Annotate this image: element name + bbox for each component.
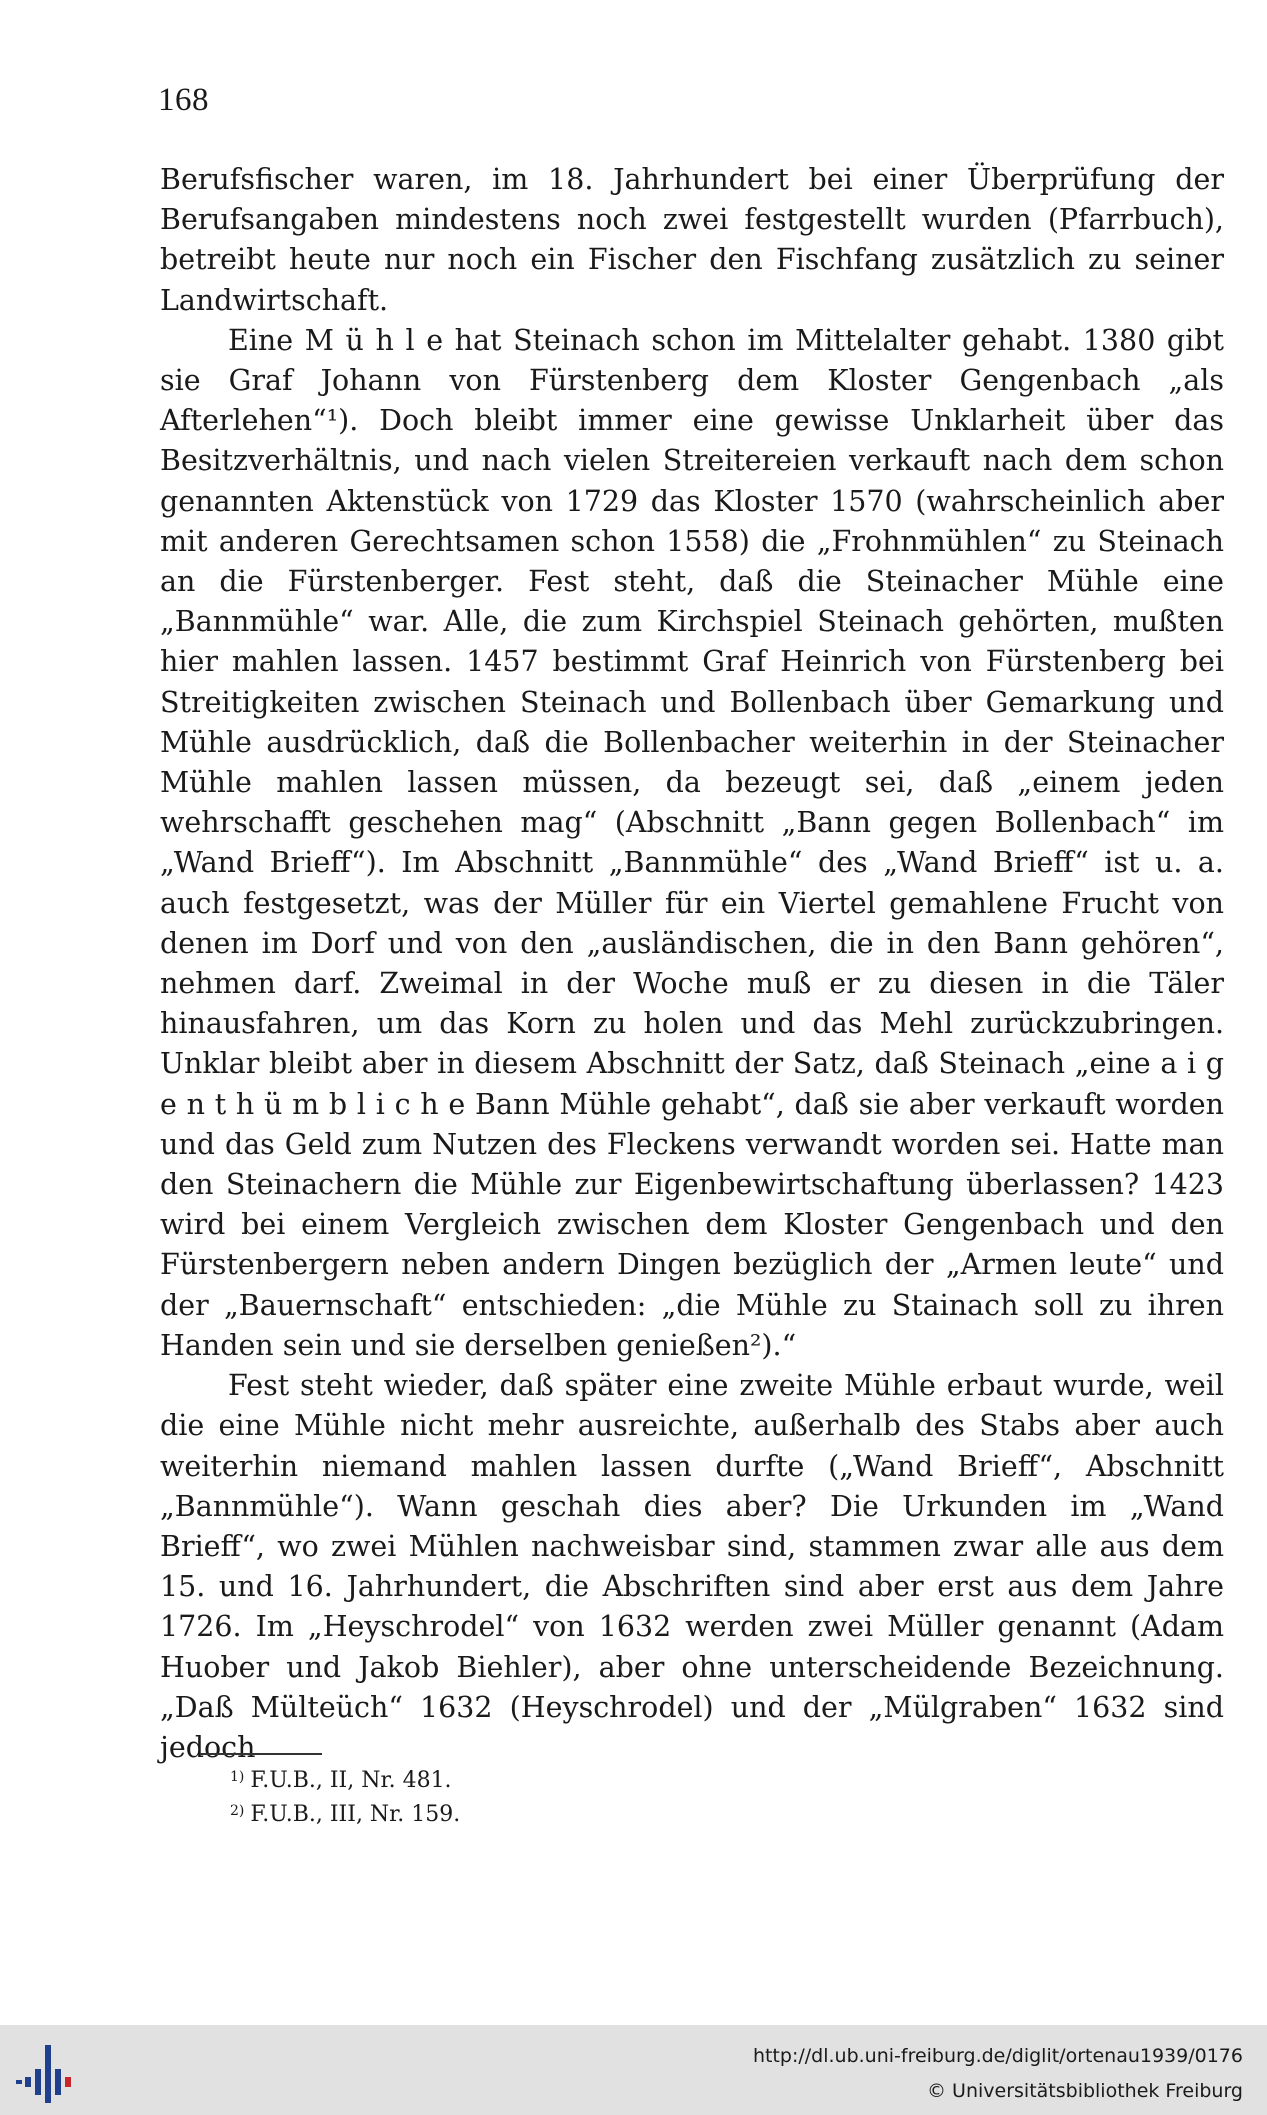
footnote-mark: 1) xyxy=(230,1769,245,1785)
copyright-notice: © Universitätsbibliothek Freiburg xyxy=(927,2080,1243,2102)
footnote-divider xyxy=(200,1753,322,1755)
permalink-url[interactable]: http://dl.ub.uni-freiburg.de/diglit/ortenau1939/0176 xyxy=(752,2045,1243,2067)
footnote-1 xyxy=(230,1762,460,1796)
footnote-2 xyxy=(230,1796,460,1830)
paragraph-1: Berufsfischer waren, im 18. Jahrhundert bei einer Überprüfung der Berufsangaben mindestens noch zwei festgestellt wurden (Pfarrbuch), betreibt heute nur noch ein Fischer den Fischfang zusätzlich zu seiner Landwirtschaft. xyxy=(160,163,1224,317)
page-number: 168 xyxy=(158,82,209,118)
footnote-text: F.U.B., II, Nr. 481. xyxy=(250,1768,452,1793)
body-text xyxy=(160,160,1224,1768)
paragraph-3: Fest steht wieder, daß später eine zweite Mühle erbaut wurde, weil die eine Mühle nicht mehr ausreichte, außerhalb des Stabs aber auch weiterhin niemand mahlen lassen durfte („Wand Brieff“, Abschnitt „Bannmühle“). Wann geschah dies aber? Die Urkunden im „Wand Brieff“, wo zwei Mühlen nachweisbar sind, stammen zwar alle aus dem 15. und 16. Jahrhundert, die Abschriften sind aber erst aus dem Jahre 1726. Im „Heyschrodel“ von 1632 werden zwei Müller genannt (Adam Huober und Jakob Biehler), aber ohne unterscheidende Bezeichnung. „Daß Mülteüch“ 1632 (Heyschrodel) und der „Mülgraben“ 1632 sind jedoch xyxy=(160,1369,1224,1764)
footnote-text: F.U.B., III, Nr. 159. xyxy=(250,1802,461,1827)
footnotes xyxy=(230,1762,460,1830)
paragraph-2: Eine M ü h l e hat Steinach schon im Mittelalter gehabt. 1380 gibt sie Graf Johann von Fürstenberg dem Kloster Gengenbach „als Afterlehen“¹). Doch bleibt immer eine gewisse Unklarheit über das Besitzverhältnis, und nach vielen Streitereien verkauft nach dem schon genannten Aktenstück von 1729 das Kloster 1570 (wahrscheinlich aber mit anderen Gerechtsamen schon 1558) die „Frohnmühlen“ zu Steinach an die Fürstenberger. Fest steht, daß die Steinacher Mühle eine „Bannmühle“ war. Alle, die zum Kirchspiel Steinach gehörten, mußten hier mahlen lassen. 1457 bestimmt Graf Heinrich von Fürstenberg bei Streitigkeiten zwischen Steinach und Bollenbach über Gemarkung und Mühle ausdrücklich, daß die Bollenbacher weiterhin in der Steinacher Mühle mahlen lassen müssen, da bezeugt sei, daß „einem jeden wehrschafft geschehen mag“ (Abschnitt „Bann gegen Bollenbach“ im „Wand Brieff“). Im Abschnitt „Bannmühle“ des „Wand Brieff“ ist u. a. auch festgesetzt, was der Müller für ein Viertel gemahlene Frucht von denen im Dorf und von den „ausländischen, die in den Bann gehören“, nehmen darf. Zweimal in der Woche muß er zu diesen in die Täler hinausfahren, um das Korn zu holen und das Mehl zurückzubringen. Unklar bleibt aber in diesem Abschnitt der Satz, daß Steinach „eine a i g e n t h ü m b l i c h e Bann Mühle gehabt“, daß sie aber verkauft worden und das Geld zum Nutzen des Fleckens verwandt worden sei. Hatte man den Steinachern die Mühle zur Eigenbewirtschaftung überlassen? 1423 wird bei einem Vergleich zwischen dem Kloster Gengenbach und den Fürstenbergern neben andern Dingen bezüglich der „Armen leute“ und der „Bauernschaft“ entschieden: „die Mühle zu Stainach soll zu ihren Handen sein und sie derselben genießen²).“ xyxy=(160,323,1224,1362)
viewer-footer xyxy=(0,2025,1267,2115)
footnote-mark: 2) xyxy=(230,1803,245,1819)
ub-freiburg-logo-icon xyxy=(16,2043,78,2105)
